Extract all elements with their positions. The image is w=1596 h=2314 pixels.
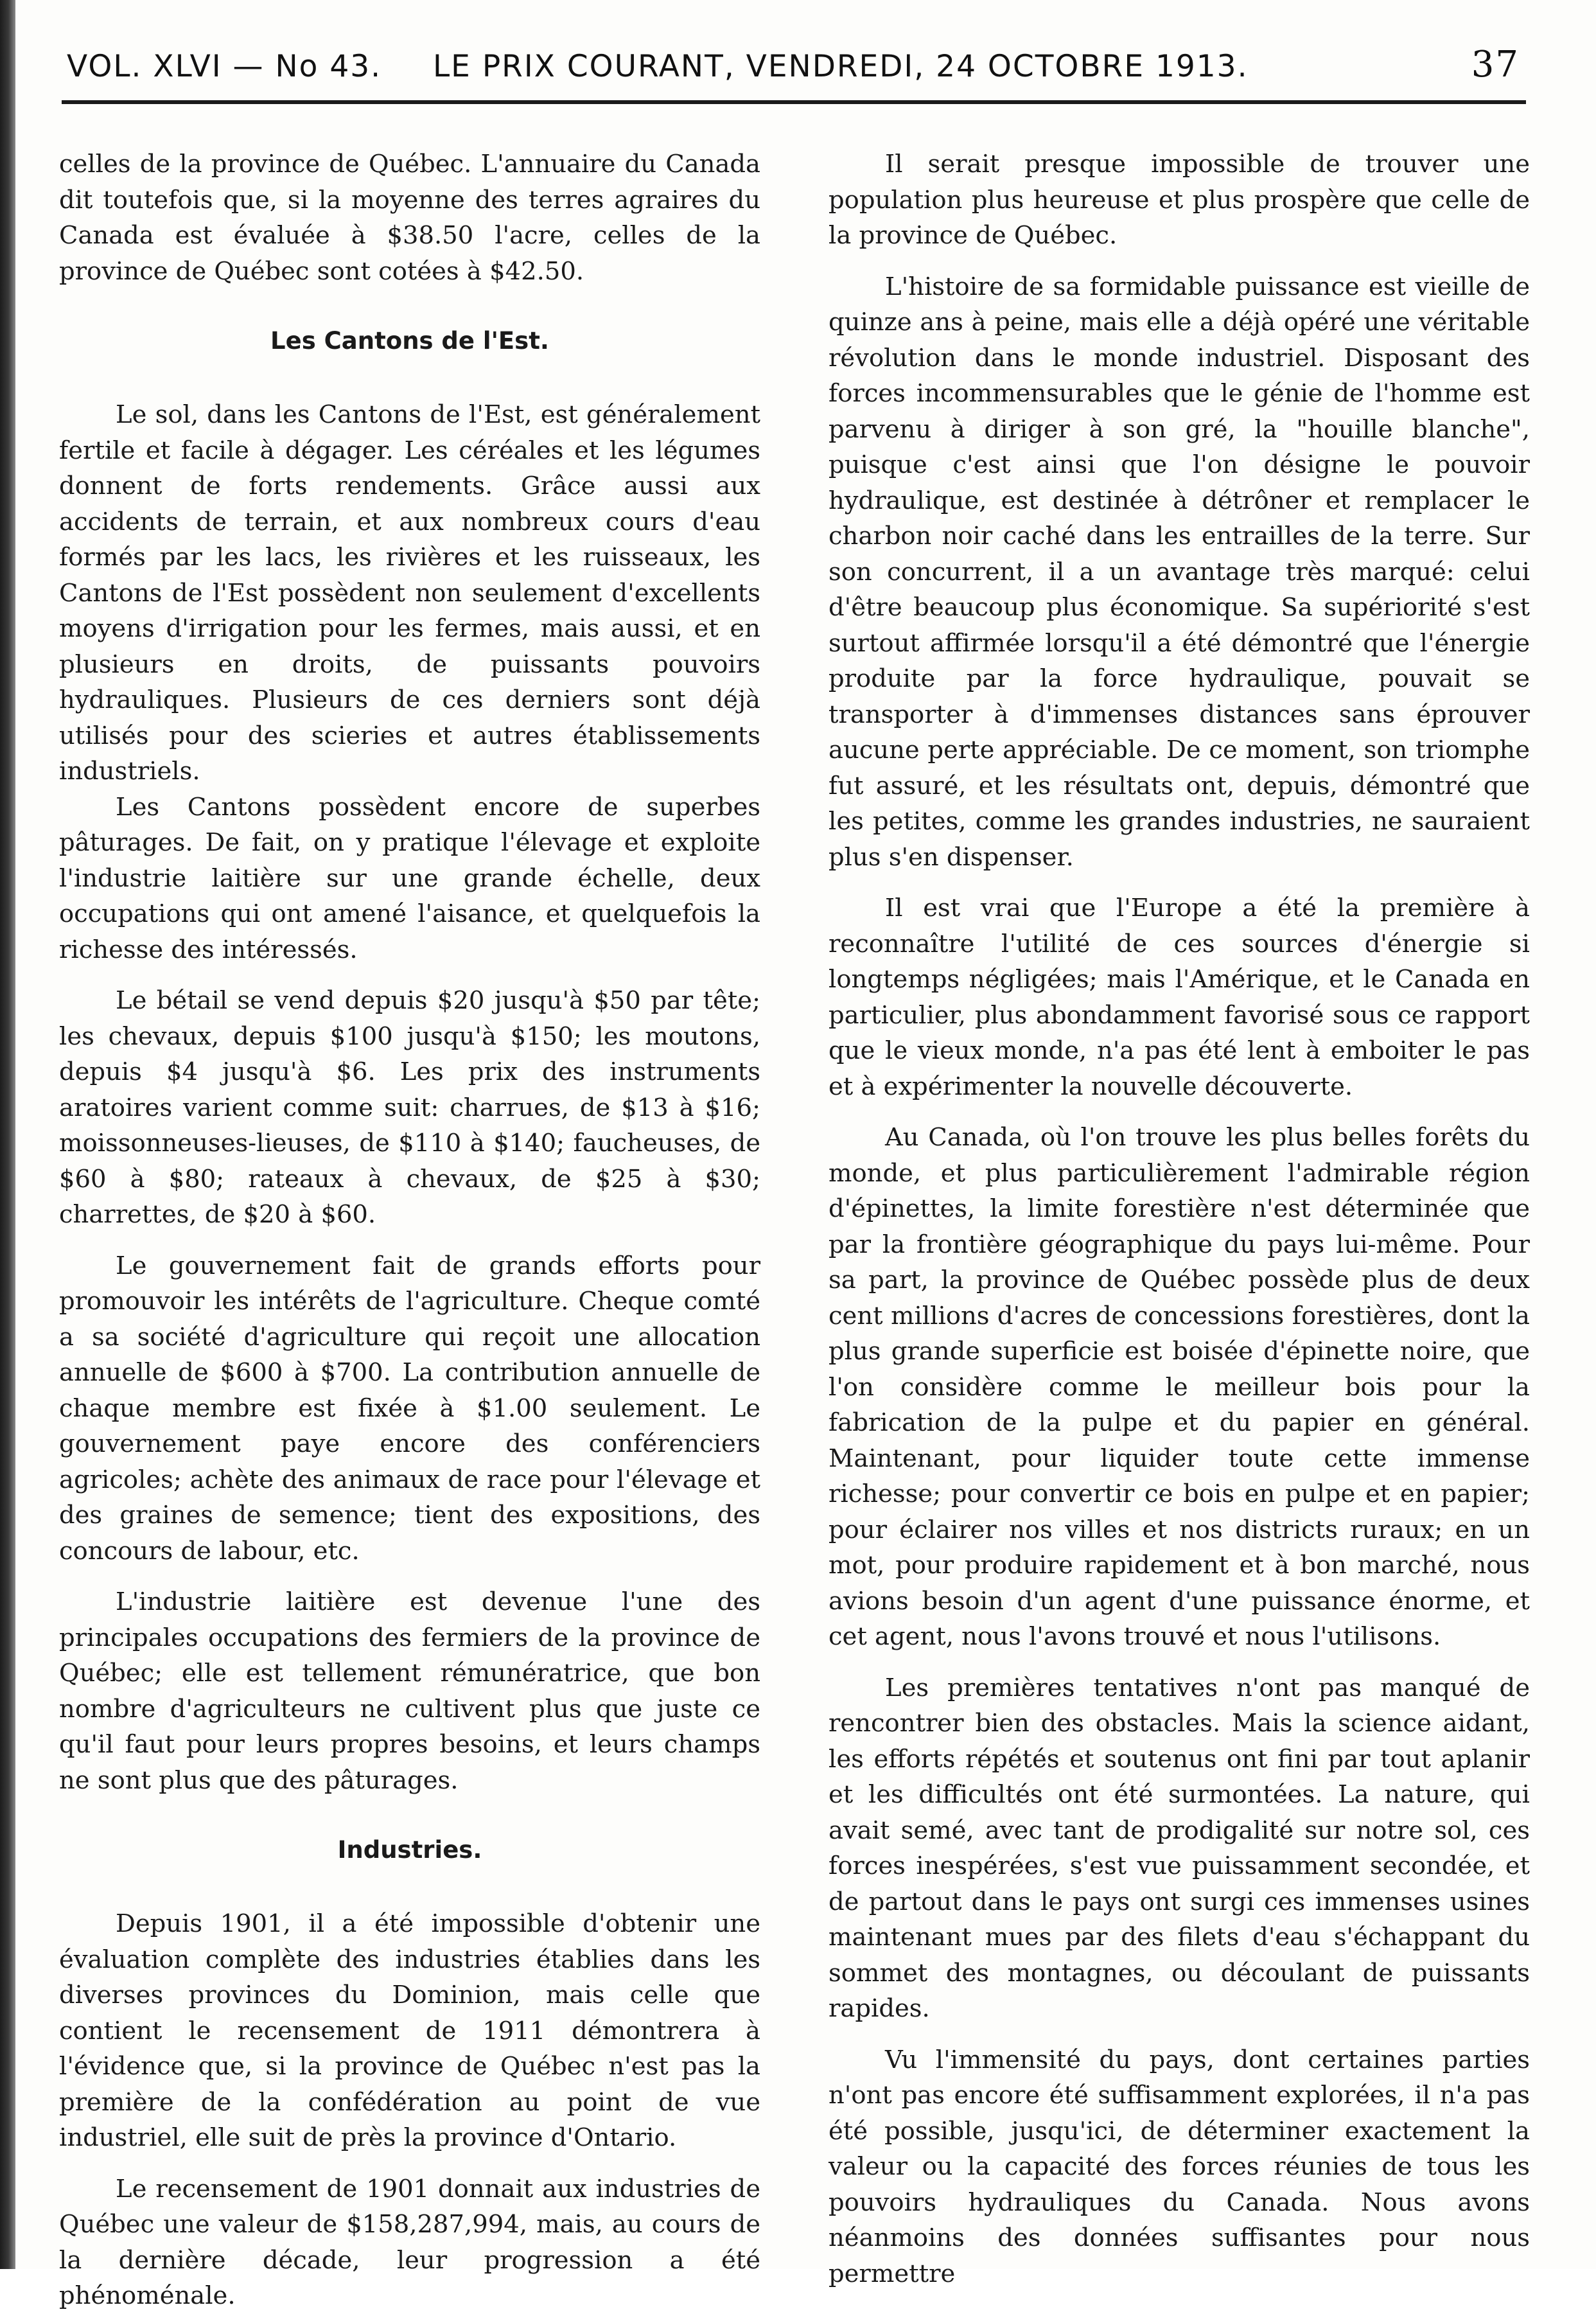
paragraph: Le sol, dans les Cantons de l'Est, est généralement fertile et facile à dégager. Les céréales et les légumes donnent de forts rendements. Grâce aussi aux accidents de terrain, et aux nombreux cours d'eau formés par les lacs, les rivières et les ruisseaux, les Cantons de l'Est possèdent non seulement d'excellents moyens d'irrigation pour les fermes, mais aussi, et en plusieurs en droits, de puissants pouvoirs hydrauliques. Plusieurs de ces derniers sont déjà utilisés pour des scieries et autres établissements industriels. bbox=[59, 400, 760, 786]
paragraph: celles de la province de Québec. L'annuaire du Canada dit toutefois que, si la moyenne des terres agraires du Canada est évaluée à $38.50 l'acre, celles de la province de Québec sont cotées à $42.50. bbox=[59, 150, 760, 286]
right-column bbox=[829, 146, 1530, 2292]
header-rule bbox=[62, 100, 1526, 104]
page-number: 37 bbox=[1471, 44, 1520, 85]
paragraph: Le bétail se vend depuis $20 jusqu'à $50 par tête; les chevaux, depuis $100 jusqu'à $150; les moutons, depuis $4 jusqu'à $6. Les prix des instruments aratoires varient comme suit: charrues, de $13 à $16; moissonneuses-lieuses, de $110 à $140; faucheuses, de $60 à $80; rateaux à chevaux, de $25 à $30; charrettes, de $20 à $60. bbox=[59, 986, 760, 1229]
paragraph: Depuis 1901, il a été impossible d'obtenir une évaluation complète des industries établies dans les diverses provinces du Dominion, mais celle que contient le recensement de 1911 démontrera à l'évidence que, si la province de Québec n'est pas la première de la confédération au point de vue industriel, elle suit de près la province d'Ontario. bbox=[59, 1909, 760, 2152]
paragraph: Il serait presque impossible de trouver une population plus heureuse et plus prospère que celle de la province de Québec. bbox=[829, 150, 1530, 250]
binding-edge bbox=[0, 0, 15, 2269]
paragraph: L'industrie laitière est devenue l'une des principales occupations des fermiers de la province de Québec; elle est tellement rémunératrice, que bon nombre d'agriculteurs ne cultivent plus que juste ce qu'il faut pour leurs propres besoins, et leurs champs ne sont plus que des pâturages. bbox=[59, 1587, 760, 1795]
section-heading-cantons: Les Cantons de l'Est. bbox=[270, 327, 549, 355]
paragraph: Le gouvernement fait de grands efforts pour promouvoir les intérêts de l'agriculture. Cheque comté a sa société d'agriculture qui reçoit une allocation annuelle de $600 à $700. La contribution annuelle de chaque membre est fixée à $1.00 seulement. Le gouvernement paye encore des conférenciers agricoles; achète des animaux de race pour l'élevage et des graines de semence; tient des expositions, des concours de labour, etc. bbox=[59, 1251, 760, 1566]
paragraph: Le recensement de 1901 donnait aux industries de Québec une valeur de $158,287,994, mais, au cours de la dernière décade, leur progression a été phénoménale. bbox=[59, 2174, 760, 2310]
left-column bbox=[59, 146, 760, 2314]
paragraph: L'histoire de sa formidable puissance est vieille de quinze ans à peine, mais elle a déjà opéré une véritable révolution dans le monde industriel. Disposant des forces incommensurables que le génie de l'homme est parvenu à diriger à son gré, la "houille blanche", puisque c'est ainsi que l'on désigne le pouvoir hydraulique, est destinée à détrôner et remplacer le charbon noir caché dans les entrailles de la terre. Sur son concurrent, il a un avantage très marqué: celui d'être beaucoup plus économique. Sa supériorité s'est surtout affirmée lorsqu'il a été démontré que l'énergie produite par la force hydraulique, pouvait se transporter à d'immenses distances sans éprouver aucune perte appréciable. De ce moment, son triomphe fut assuré, et les résultats ont, depuis, démontré que les petites, comme les grandes industries, ne sauraient plus s'en dispenser. bbox=[829, 272, 1530, 872]
paragraph: Au Canada, où l'on trouve les plus belles forêts du monde, et plus particulièrement l'admirable région d'épinettes, la limite forestière n'est déterminée que par la frontière géographique du pays lui-même. Pour sa part, la province de Québec possède plus de deux cent millions d'acres de concessions forestières, dont la plus grande superficie est boisée d'épinette noire, que l'on considère comme le meilleur bois pour la fabrication de la pulpe et du papier en général. Maintenant, pour liquider toute cette immense richesse; pour convertir ce bois en pulpe et en papier; pour éclairer nos villes et nos districts ruraux; en un mot, pour produire rapidement et à bon marché, nous avions besoin d'un agent d'une puissance énorme, et cet agent, nous l'avons trouvé et nous l'utilisons. bbox=[829, 1123, 1530, 1651]
paragraph: Les premières tentatives n'ont pas manqué de rencontrer bien des obstacles. Mais la science aidant, les efforts répétés et soutenus ont fini par tout aplanir et les difficultés ont été surmontées. La nature, qui avait semé, avec tant de prodigalité sur notre sol, ces forces inespérées, s'est vue puissamment secondée, et de partout dans le pays ont surgi ces immenses usines maintenant mues par des filets d'eau s'échappant du sommet des montagnes, ou découlant de puissants rapides. bbox=[829, 1673, 1530, 2023]
page-header bbox=[62, 37, 1526, 108]
paragraph: Les Cantons possèdent encore de superbes pâturages. De fait, on y pratique l'élevage et exploite l'industrie laitière sur une grande échelle, deux occupations qui ont amené l'aisance, et quelquefois la richesse des intéressés. bbox=[59, 792, 760, 964]
volume-number: VOL. XLVI — No 43. bbox=[67, 49, 382, 84]
paragraph: Il est vrai que l'Europe a été la première à reconnaître l'utilité de ces sources d'énergie si longtemps négligées; mais l'Amérique, et le Canada en particulier, plus abondamment favorisé sous ce rapport que le vieux monde, n'a pas été lent à emboiter le pas et à expérimenter la nouvelle découverte. bbox=[829, 894, 1530, 1101]
section-heading-industries: Industries. bbox=[337, 1836, 482, 1864]
paragraph: Vu l'immensité du pays, dont certaines parties n'ont pas encore été suffisamment explorées, il n'a pas été possible, jusqu'ici, de déterminer exactement la valeur ou la capacité des forces réunies de tous les pouvoirs hydrauliques du Canada. Nous avons néanmoins des données suffisantes pour nous permettre bbox=[829, 2045, 1530, 2288]
publication-title: LE PRIX COURANT, VENDREDI, 24 OCTOBRE 1913. bbox=[433, 49, 1249, 84]
